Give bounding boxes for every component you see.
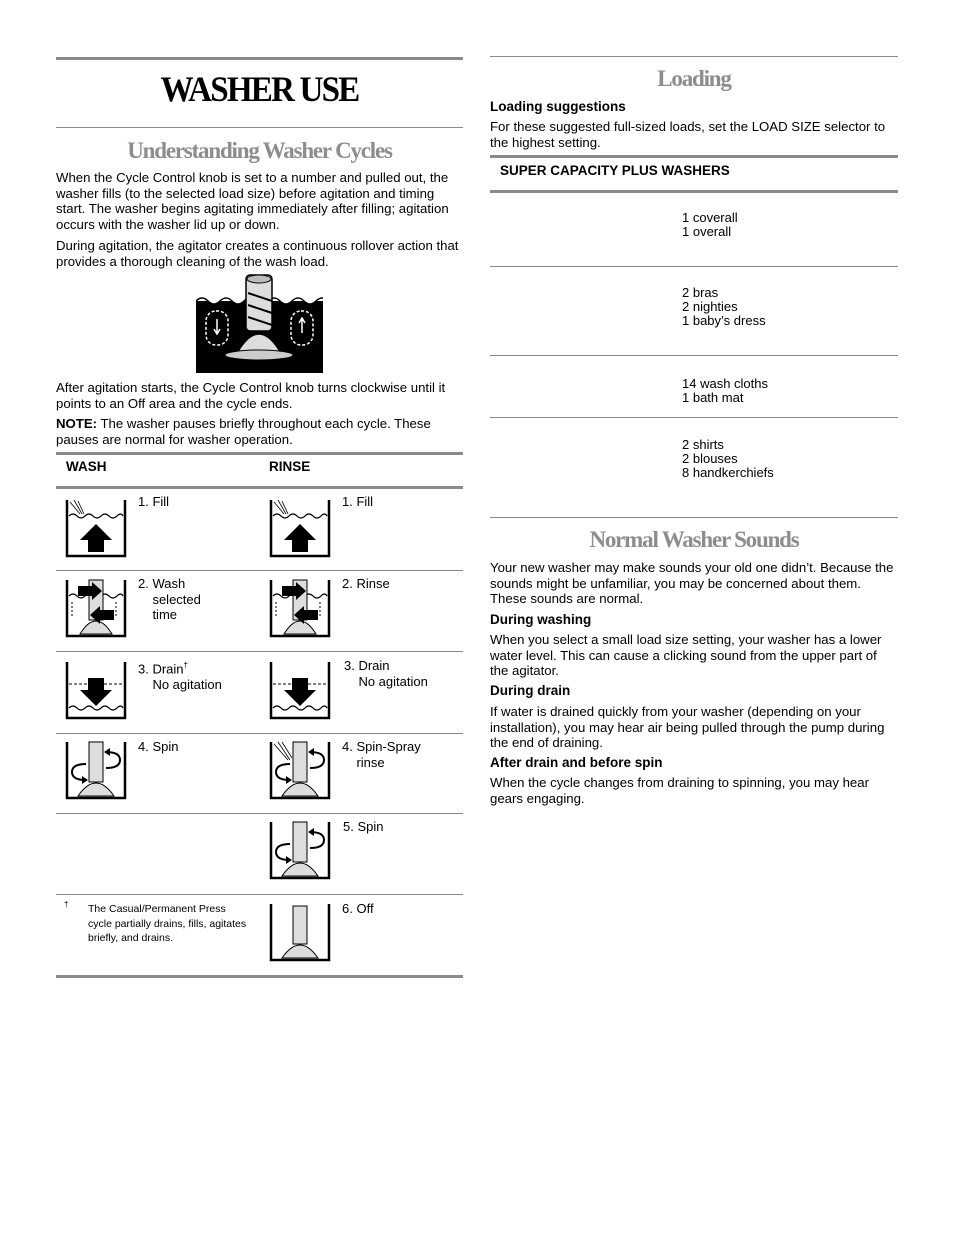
cycles-para-1: When the Cycle Control knob is set to a number and pulled out, the washer fills (to the selected load size) before agitation and timing start. The washer begins agitating immediately after filling; agitation occurs with the washer lid up or down. (56, 170, 449, 232)
load-row-4: 2 shirts 2 blouses 8 handkerchiefs (682, 437, 774, 480)
load-row-2: 2 bras 2 nighties 1 baby’s dress (682, 285, 766, 328)
top-rule (490, 56, 898, 57)
fill-icon (268, 494, 332, 560)
spin-icon (64, 736, 128, 802)
wash-step-1-label: 1. Fill (138, 494, 170, 509)
sounds-heading: Normal Washer Sounds (589, 527, 799, 552)
cycles-para-3: After agitation starts, the Cycle Control knob turns clockwise until it points to an Off area and the cycle ends. (56, 380, 446, 411)
rinse-step-6-label: 6. Off (342, 901, 374, 916)
row-divider (490, 417, 898, 418)
wash-header: WASH (66, 459, 107, 474)
row-divider (56, 894, 463, 895)
off-icon (268, 898, 332, 964)
fill-icon (64, 494, 128, 560)
rinse-step-4-label: 4. Spin-Spray rinse (342, 739, 421, 770)
page-title: WASHER USE (160, 69, 359, 109)
table-bottom-rule (56, 975, 463, 978)
agitate-icon (268, 574, 332, 640)
agitator-illustration (196, 273, 323, 373)
loading-heading: Loading (657, 66, 731, 91)
top-rule (56, 57, 463, 60)
sound-text-2: If water is drained quickly from your washer (depending on your installation), you may hear air being pulled through the pump during the end of draining. (490, 704, 885, 751)
row-divider (56, 733, 463, 734)
sound-text-3: When the cycle changes from draining to spinning, you may hear gears engaging. (490, 775, 869, 806)
load-table-header: SUPER CAPACITY PLUS WASHERS (500, 163, 730, 178)
footnote-mark: † (64, 900, 69, 909)
row-divider (56, 570, 463, 571)
wash-step-3-label: 3. Drain† No agitation (138, 661, 222, 692)
note-text: The washer pauses briefly throughout each cycle. These pauses are normal for washer operation. (56, 416, 431, 447)
rinse-step-2-label: 2. Rinse (342, 576, 390, 591)
footnote-text: The Casual/Permanent Press cycle partially drains, fills, agitates briefly, and drains. (88, 903, 247, 944)
load-table-header-rule (490, 190, 898, 193)
drain-icon (268, 656, 332, 722)
sound-text-1: When you select a small load size setting, your washer has a lower water level. This can cause a clicking sound from the upper part of the agitator. (490, 632, 882, 679)
load-table-top-rule (490, 155, 898, 158)
loading-intro: For these suggested full-sized loads, set the LOAD SIZE selector to the highest setting. (490, 119, 886, 150)
rinse-step-5-label: 5. Spin (343, 819, 384, 834)
divider (56, 127, 463, 128)
load-row-3: 14 wash cloths 1 bath mat (682, 376, 768, 405)
row-divider (490, 355, 898, 356)
row-divider (490, 266, 898, 267)
spin-icon (268, 816, 332, 882)
agitate-icon (64, 574, 128, 640)
cycles-para-2: During agitation, the agitator creates a continuous rollover action that provides a thorough cleaning of the wash load. (56, 238, 459, 269)
sound-title-2: During drain (490, 683, 571, 698)
table-top-rule (56, 452, 463, 455)
rinse-header: RINSE (269, 459, 311, 474)
table-header-rule (56, 486, 463, 489)
note-label: NOTE: (56, 416, 98, 431)
spin-spray-icon (268, 736, 332, 802)
cycles-note (56, 416, 463, 447)
drain-icon (64, 656, 128, 722)
cycles-heading: Understanding Washer Cycles (127, 138, 392, 163)
sound-title-3: After drain and before spin (490, 755, 663, 770)
wash-step-4-label: 4. Spin (138, 739, 179, 754)
sound-title-1: During washing (490, 612, 592, 627)
wash-step-2-label: 2. Wash selected time (138, 576, 201, 623)
row-divider (56, 651, 463, 652)
load-row-1: 1 coverall 1 overall (682, 210, 738, 239)
loading-subheading: Loading suggestions (490, 99, 626, 114)
row-divider (56, 813, 463, 814)
rinse-step-3-label: 3. Drain No agitation (344, 658, 428, 689)
rinse-step-1-label: 1. Fill (342, 494, 374, 509)
divider (490, 517, 898, 518)
sounds-intro: Your new washer may make sounds your old one didn’t. Because the sounds might be unfamiliar, you may be concerned about them. These sounds are normal. (490, 560, 894, 607)
